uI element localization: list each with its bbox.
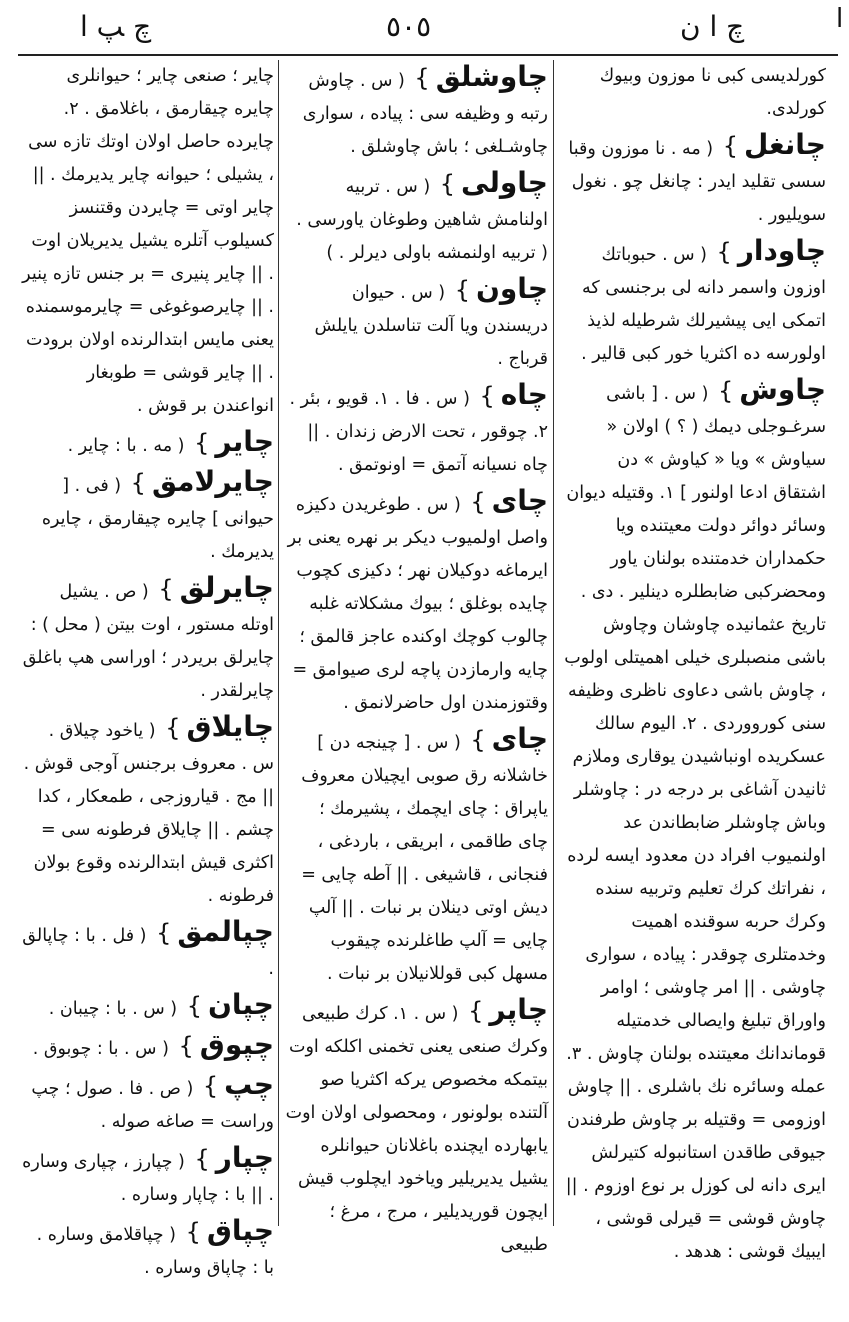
entry-headword: چاى <box>491 722 548 755</box>
entry-definition: ( مه . با : چاير . <box>67 436 185 456</box>
brace-icon: } <box>202 1072 219 1100</box>
dictionary-entry <box>284 484 548 720</box>
entry-headword: چپاق <box>206 1214 274 1247</box>
entry-headword: چاوشلق <box>435 60 548 93</box>
entry-definition: ( س . حبوباتك اوزون واسمر دانه لى برجنسى كه اتمكى ايى پيشيرلك شرطيله لذيذ اولورسه ده اكثريا خور كبى قالير . <box>581 245 826 364</box>
brace-icon: } <box>717 377 734 405</box>
entry-definition: ( س . فا . ١. قويو ، بئر . ٢. چوقور ، تحت الارض زندان . || چاه نسيانه آتمق = اونوتمق . <box>289 389 548 475</box>
entry-definition: ( فى . [ حيوانى ] چايره چيقارمق ، چايره يديرمك . <box>41 476 274 562</box>
entry-definition: ( ياخود چيلاق . س . معروف برجنس آوجى قوش . || مج . قياروزجى ، طمعكار ، كدا چشم . || چايلاق فرطونه سى = اكثرى قيش ابتدالرنده وقوع بولان فرطونه . <box>23 721 274 906</box>
page-number: ٥٠٥ <box>386 10 432 43</box>
entry-definition: ( س . [ باشى سرغـوجلى ديمك ( ؟ ) اولان « سياوش » ويا « كياوش » دن اشتقاق ادعا اولنور ] ١. وقتيله ديوان وسائر دوائر دولت معيتنده ويا حكمداران خدمتنده بولنان ياور ومحضركبى ضابطلره دينلير . دى . تاريخ عثمانيده چاوشان وچاوش باشى منصبلرى خيلى اهميتلى اولوب ، چاوش باشى دعاوى ناظرى وظيفه سنى كورووردى . ٢. اليوم سالك عسكريده اونباشيدن يوقارى وملازم ثانيدن آشاغى بر درجه در : چاوشلر وباش چاوشلر ضابطاندن عد اولنميوب افراد دن معدود ايسه لرده ، نفراتك كرك تعليم وتربيه سنده وكرك حربه سوقنده اهميت وخدمتلرى چوقدر : پياده ، سوارى چاوشى . || امر چاوشى ؛ اوامر واوراق تبليغ وايصالى خدمتيله قوماندانك معيتنده بولنان چاوش . ٣. عمله وسائره نك باشلرى . || چاوش اوزومى = وقتيله بر چاوش طرفندن جيوقى طاقدن استانبوله كتيرلش ايرى دانه لى كوزل بر نوع اوزوم . || چاوش قوشى = قيرلى قوشى ، ايبيك قوشى : هدهد . <box>564 384 826 1262</box>
brace-icon: } <box>156 919 172 947</box>
entry-headword: چاير <box>215 425 274 458</box>
dictionary-entry <box>560 373 826 1269</box>
dictionary-entry <box>22 60 274 423</box>
brace-icon: } <box>178 1032 194 1060</box>
entry-definition: ( س . چاوش رتبه و وظيفه سى : پياده ، سوارى چاوشـلغى ؛ باش چاوشلق . <box>302 71 548 157</box>
entry-headword: چاى <box>491 484 548 517</box>
entry-definition: ( چپارز ، چپارى وساره . || با : چاپار وساره . <box>22 1152 274 1205</box>
dictionary-entry <box>284 378 548 482</box>
brace-icon: } <box>414 64 430 92</box>
entry-headword: چپالمق <box>177 915 274 948</box>
entry-definition: ( س . ١. كرك طبيعى وكرك صنعى يعنى تخمنى اكلكه اوت بيتمكه مخصوص يركه اكثريا صو آلتنده بولونور ، ومحصولى اولان اوت يابهارده ايچنده باغلانان حيوانلره يشيل يديريلير وياخود ايچلوب قيش ايچون قوريديلير ، مرج ، مرغ ؛ طبيعى <box>285 1004 548 1255</box>
dictionary-entry <box>284 272 548 376</box>
entry-headword: چپوق <box>199 1028 274 1061</box>
entry-definition: ( س . با : چوبوق . <box>32 1039 169 1059</box>
brace-icon: } <box>185 1218 201 1246</box>
column-right <box>560 60 826 1262</box>
dictionary-entry <box>560 128 826 232</box>
entry-definition: ( س . تربيه اولنامش شاهين وطوغان ياورسى . ( تربيه اولنمشه باولى ديرلر . ) <box>296 177 548 263</box>
column-divider <box>278 60 279 1226</box>
dictionary-entry <box>284 722 548 991</box>
brace-icon: } <box>454 276 470 304</box>
brace-icon: } <box>716 238 732 266</box>
entry-definition: ( ص . يشيل اوتله مستور ، اوت بيتن ( محل ) : چايرلق بريردر ؛ اوراسى هپ باغلق چايرلقدر . <box>22 582 274 701</box>
entry-definition: ( س . [ چينجه دن ] خاشلانه رق صوبى ايچيلان معروف ياپراق : چاى ايچمك ، پشيرمك ؛ چاى طاقمى ، ابريقى ، باردغى ، فنجانى ، قاشيغى . || آطه چايى = ديش اوتى دينلان بر نبات . || آلپ چايى = آلپ طاغلرنده چيقوب مسهل كبى قوللانيلان بر نبات . <box>301 733 548 984</box>
dictionary-entry <box>22 988 274 1026</box>
dictionary-entry <box>22 710 274 913</box>
entry-headword: چپار <box>215 1141 274 1174</box>
entry-headword: چاودار <box>737 234 826 267</box>
brace-icon: } <box>439 170 456 198</box>
brace-icon: } <box>130 469 146 497</box>
dictionary-entry <box>22 571 274 708</box>
entry-headword: چايرلامق <box>151 465 274 498</box>
brace-icon: } <box>470 726 486 754</box>
brace-icon: } <box>468 997 484 1025</box>
column-middle <box>284 60 548 1255</box>
brace-icon: } <box>722 132 738 160</box>
dictionary-entry <box>22 1214 274 1285</box>
entry-definition: ( ص . فا . صول ؛ چپ وراست = صاغه صوله . <box>31 1079 274 1132</box>
entry-headword: چاون <box>476 272 548 305</box>
dictionary-entry <box>284 60 548 164</box>
entry-definition: چاير ؛ صنعى چاير ؛ حيوانلرى چايره چيقارمق ، باغلامق . ٢. چايرده حاصل اولان اوتك تازه سى ، يشيلى ؛ حيوانه چاير يديرمك . || چاير اوتى = چايردن وقتنسز كسيلوب آتلره يشيل يديريلان اوت . || چاير پنيرى = بر جنس تازه پنير . || چايرصوغوغى = چايرموسمنده يعنى مايس ابتدالرنده اولان برودت . || چاير قوشى = طوبغار انواعندن بر قوش . <box>22 66 274 416</box>
header-right-letters: ﭺ ا ن <box>680 10 745 43</box>
dictionary-entry <box>22 1068 274 1139</box>
brace-icon: } <box>194 429 210 457</box>
entry-headword: چانغل <box>743 128 826 161</box>
dictionary-entry <box>560 60 826 126</box>
entry-headword: چاولى <box>461 166 548 199</box>
dictionary-entry <box>560 234 826 371</box>
entry-definition: ( فل . با : چاپالق . <box>22 926 274 979</box>
dictionary-entry <box>22 915 274 986</box>
header-left-letters: ﭺ ﭗ ا <box>80 10 152 43</box>
brace-icon: } <box>158 575 174 603</box>
entry-definition: كورلديسى كبى نا موزون وبيوك كورلدى. <box>599 66 826 119</box>
dictionary-entry <box>22 425 274 463</box>
brace-icon: } <box>194 1145 210 1173</box>
entry-headword: چپان <box>207 988 274 1021</box>
entry-definition: ( س . با : چيبان . <box>48 999 178 1019</box>
entry-definition: ( س . طوغريدن دكيزه واصل اولميوب ديكر بر نهره يعنى بر ايرماغه دوكيلان نهر ؛ دكيزى كچوب چايده بوغلق ؛ بيوك مشكلاته غلبه چالوب كوچك اوكنده عاجز قالمق ؛ چايه وارمازدن پاچه لرى صيوامق = وقتوزمندن اول حاضرلانمق . <box>287 495 548 713</box>
dictionary-entry <box>22 1028 274 1066</box>
entry-headword: چايرلق <box>179 571 274 604</box>
dictionary-entry <box>284 993 548 1262</box>
entry-headword: چاه <box>500 378 548 411</box>
dictionary-entry <box>22 465 274 569</box>
entry-definition: ( مه . نا موزون وقبا سسى تقليد ايدر : چانغل چو . نغول سويليور . <box>568 139 826 225</box>
entry-headword: چايلاق <box>186 710 274 743</box>
page-header <box>18 0 838 56</box>
brace-icon: } <box>470 488 486 516</box>
dictionary-entry <box>284 166 548 270</box>
entry-headword: چاپر <box>489 993 548 1026</box>
brace-icon: } <box>479 382 495 410</box>
entry-headword: چاوش <box>739 373 826 406</box>
dictionary-entry <box>22 1141 274 1212</box>
entry-headword: چپ <box>224 1068 274 1101</box>
edge-mark: ا <box>836 4 844 34</box>
brace-icon: } <box>165 714 181 742</box>
column-divider <box>553 60 554 1226</box>
brace-icon: } <box>186 992 202 1020</box>
entry-definition: ( چپاقلامق وساره . با : چاپاق وساره . <box>36 1225 274 1278</box>
entry-definition: ( س . حيوان دريسندن ويا آلت تناسلدن يايلش قرباج . <box>314 283 548 369</box>
column-left <box>22 60 274 1278</box>
